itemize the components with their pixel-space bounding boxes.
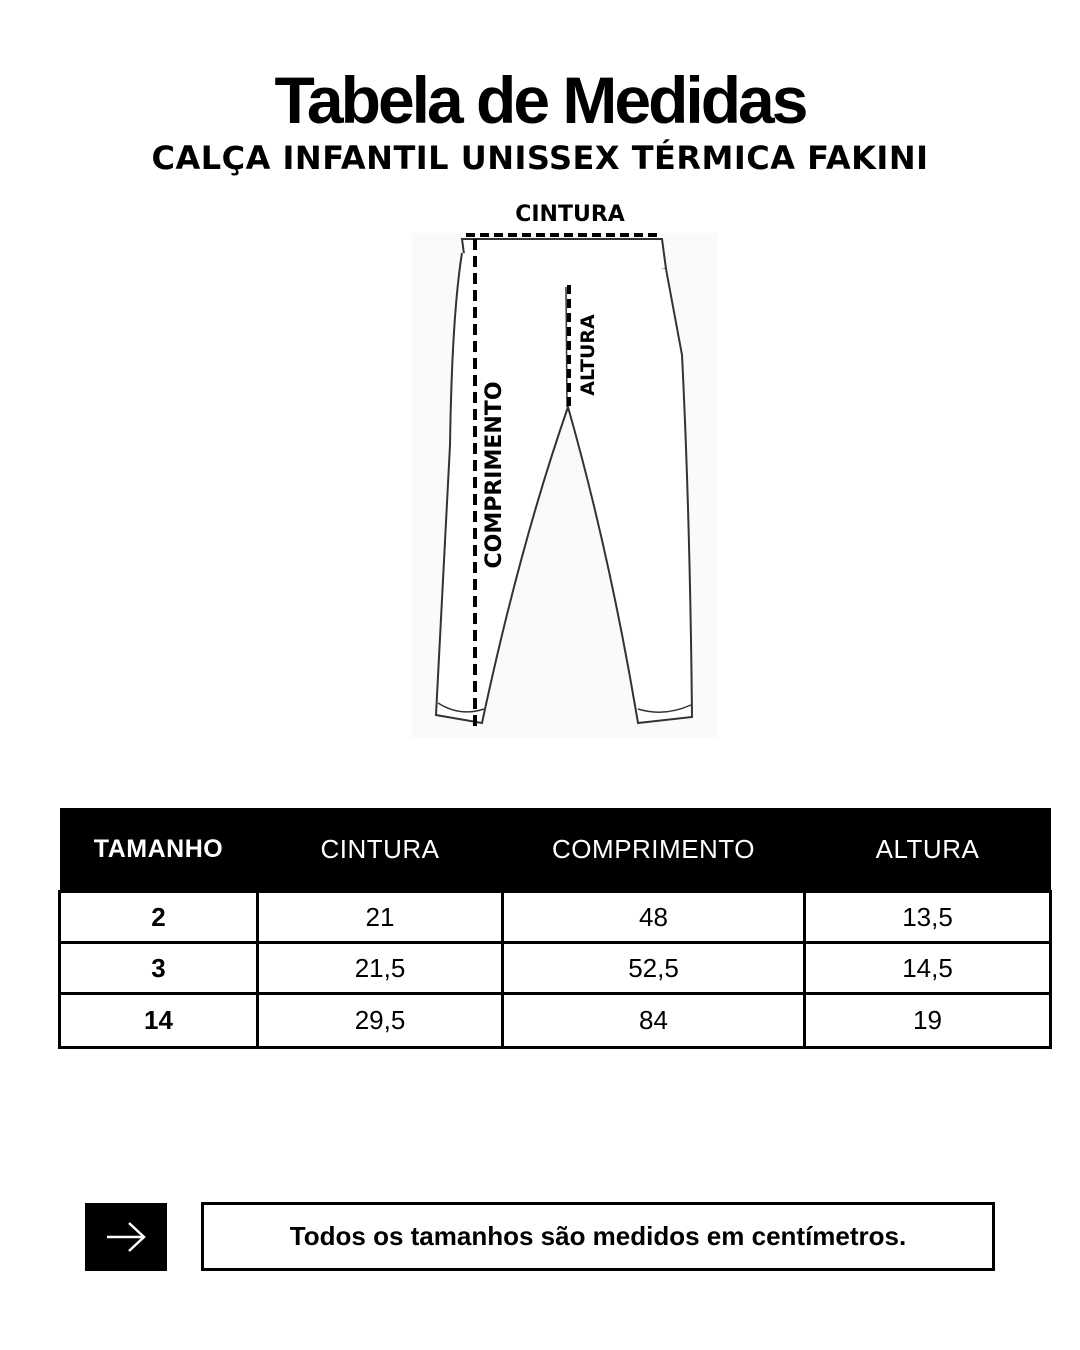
length-cell: 52,5 [503,943,805,994]
size-cell: 14 [60,994,258,1048]
size-cell: 2 [60,892,258,943]
product-subtitle: CALÇA INFANTIL UNISSEX TÉRMICA FAKINI [151,139,929,177]
length-label: COMPRIMENTO [482,381,507,569]
table-row [60,994,1051,1048]
arrow-badge [85,1203,167,1271]
column-header-size: TAMANHO [60,808,258,892]
size-cell: 3 [60,943,258,994]
pants-diagram [400,195,730,745]
length-cell: 48 [503,892,805,943]
column-header-rise: ALTURA [805,808,1051,892]
pants-illustration [400,195,730,745]
size-table [58,808,1052,1049]
column-header-length: COMPRIMENTO [503,808,805,892]
column-header-waist: CINTURA [258,808,503,892]
measurement-note [201,1202,995,1271]
waist-cell: 21 [258,892,503,943]
page-title: Tabela de Medidas [274,63,806,137]
rise-cell: 19 [805,994,1051,1048]
waist-label: CINTURA [515,202,625,227]
arrow-right-icon [104,1220,148,1254]
waist-cell: 29,5 [258,994,503,1048]
length-cell: 84 [503,994,805,1048]
crotch-seam [566,287,567,407]
waist-cell: 21,5 [258,943,503,994]
measurement-note-text: Todos os tamanhos são medidos em centímetros. [289,1221,907,1251]
table-row [60,943,1051,994]
table-row [60,892,1051,943]
rise-label: ALTURA [577,314,599,396]
rise-cell: 14,5 [805,943,1051,994]
rise-cell: 13,5 [805,892,1051,943]
table-header-row [60,808,1051,892]
